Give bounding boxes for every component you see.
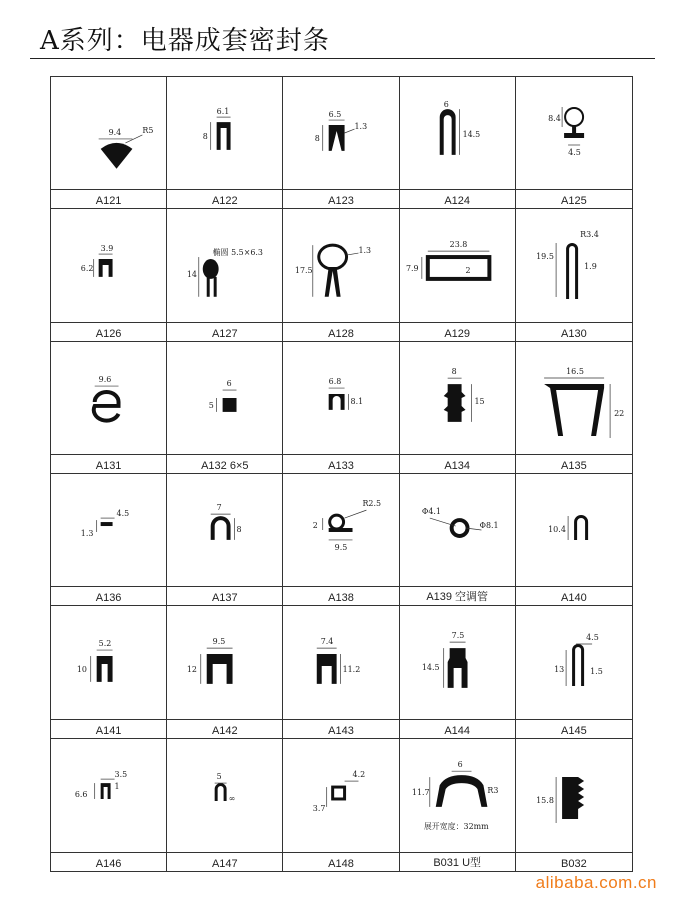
part-code-label: A142 — [211, 724, 238, 737]
part-code-label: A133 — [328, 459, 354, 472]
part-profile-drawing — [400, 474, 515, 586]
part-profile-drawing — [400, 739, 515, 851]
part-cell — [400, 209, 516, 341]
part-cell — [51, 209, 167, 341]
part-profile-drawing — [400, 342, 515, 454]
part-cell — [167, 209, 283, 341]
dimension-label: R5 — [142, 126, 154, 135]
dimension-label: 7.9 — [405, 264, 419, 274]
part-profile-drawing — [400, 606, 515, 718]
part-cell — [51, 739, 167, 871]
part-profile-drawing — [516, 606, 632, 718]
dimension-label: R2.5 — [362, 499, 382, 509]
label-divider — [400, 322, 515, 323]
dimension-label: 11.2 — [342, 665, 361, 675]
dimension-label: 3.5 — [114, 769, 128, 779]
part-cell — [283, 739, 399, 871]
label-divider — [51, 719, 166, 720]
dimension-label: 11.7 — [411, 787, 430, 797]
part-cell — [516, 342, 632, 474]
label-divider — [516, 322, 632, 323]
part-code-label: B032 — [561, 857, 587, 870]
part-profile-drawing — [283, 474, 398, 586]
part-code-label: A137 — [211, 592, 238, 605]
part-cell — [283, 606, 399, 738]
dimension-label: 1.3 — [358, 246, 372, 256]
dimension-label: 10 — [76, 665, 87, 675]
dimension-label: R3 — [486, 785, 499, 795]
page-title: A系列：电器成套密封条 — [40, 26, 330, 56]
title-divider — [30, 58, 655, 59]
dimension-label: 14.5 — [421, 663, 440, 673]
dimension-label: 1.9 — [583, 262, 597, 272]
part-cell — [51, 606, 167, 738]
label-divider — [516, 852, 632, 853]
label-divider — [51, 586, 166, 587]
part-profile-drawing — [51, 77, 166, 189]
part-cell — [516, 606, 632, 738]
label-divider — [516, 586, 632, 587]
dimension-label: 9.5 — [212, 637, 226, 647]
part-cell — [283, 474, 399, 606]
dimension-label: 8 — [202, 131, 209, 141]
part-profile-drawing — [167, 342, 282, 454]
dimension-label: 1.5 — [589, 667, 603, 677]
label-divider — [167, 586, 282, 587]
label-divider — [283, 719, 398, 720]
dimension-label: 17.5 — [295, 266, 313, 276]
dimension-label: 椭圆 5.5×6.3 — [212, 248, 264, 258]
label-divider — [400, 189, 515, 190]
label-divider — [51, 189, 166, 190]
label-divider — [167, 719, 282, 720]
dimension-label: 10.4 — [547, 524, 566, 534]
part-code-label: A125 — [561, 195, 587, 208]
part-code-label: A129 — [444, 327, 471, 340]
dimension-label: 2 — [465, 266, 471, 276]
dimension-label: 15.8 — [535, 795, 554, 805]
label-divider — [283, 454, 398, 455]
part-code-label: A128 — [328, 327, 354, 340]
part-profile-drawing — [167, 77, 282, 189]
label-divider — [167, 852, 282, 853]
dimension-label: 23.8 — [449, 240, 467, 250]
part-cell — [400, 77, 516, 209]
dimension-label: 4.5 — [585, 633, 599, 643]
part-profile-drawing — [167, 209, 282, 321]
part-profile-drawing — [283, 739, 398, 851]
part-profile-drawing — [516, 474, 632, 586]
part-code-label: A135 — [561, 459, 587, 472]
part-code-label: A126 — [95, 327, 122, 340]
dimension-label: 6 — [226, 378, 232, 388]
dimension-label: 9.5 — [335, 542, 348, 552]
part-cell — [400, 739, 516, 871]
part-profile-drawing — [516, 342, 632, 454]
part-code-label: A131 — [95, 459, 122, 472]
label-divider — [516, 719, 632, 720]
part-code-label: A132 6×5 — [201, 459, 249, 472]
dimension-label: 4.2 — [352, 769, 366, 779]
part-code-label: A130 — [561, 327, 587, 340]
label-divider — [51, 454, 166, 455]
dimension-label: 7 — [216, 503, 222, 513]
part-profile-drawing — [516, 209, 632, 321]
dimension-label: 8.4 — [547, 114, 561, 123]
dimension-label: 7.4 — [321, 637, 334, 647]
part-cell — [400, 342, 516, 474]
part-profile-drawing — [516, 77, 632, 189]
part-code-label: A124 — [444, 195, 471, 208]
dimension-label: 13 — [553, 665, 565, 675]
label-divider — [167, 322, 282, 323]
dimension-label: 6 — [457, 759, 463, 769]
part-profile-drawing — [283, 209, 398, 321]
part-code-label: A123 — [328, 195, 354, 208]
part-code-label: A136 — [95, 592, 122, 605]
part-note: 展开宽度：32mm — [423, 821, 489, 831]
label-divider — [283, 852, 398, 853]
label-divider — [400, 586, 515, 587]
part-cell — [516, 77, 632, 209]
dimension-label: 14 — [187, 270, 198, 280]
dimension-label: 3.7 — [313, 803, 326, 813]
part-code-label: A139 空调管 — [426, 591, 489, 604]
dimension-label: 22 — [613, 408, 625, 418]
part-code-label: A121 — [95, 195, 122, 208]
dimension-label: 5 — [216, 771, 222, 781]
part-profile-drawing — [516, 739, 632, 851]
part-code-label: A134 — [444, 459, 471, 472]
dimension-label: 4.5 — [116, 509, 130, 519]
dimension-label: Φ4.1 — [421, 507, 441, 517]
part-profile-drawing — [167, 739, 282, 851]
label-divider — [516, 189, 632, 190]
part-code-label: A148 — [328, 857, 354, 870]
dimension-label: Φ8.1 — [479, 520, 499, 530]
part-cell — [516, 739, 632, 871]
part-profile-drawing — [400, 77, 515, 189]
part-cell — [400, 606, 516, 738]
part-cell — [400, 474, 516, 606]
dimension-label: 7.5 — [451, 631, 464, 641]
part-profile-drawing — [51, 606, 166, 718]
dimension-label: 2 — [313, 520, 319, 530]
dimension-label: 15 — [474, 396, 485, 406]
label-divider — [283, 322, 398, 323]
part-cell — [516, 474, 632, 606]
dimension-label: 9.6 — [98, 374, 112, 384]
dimension-label: 8.1 — [350, 396, 364, 406]
dimension-label: 6.5 — [329, 110, 342, 120]
label-divider — [167, 189, 282, 190]
part-code-label: A145 — [561, 724, 587, 737]
part-code-label: A144 — [444, 724, 471, 737]
part-profile-drawing — [51, 209, 166, 321]
dimension-label: 6.6 — [74, 789, 88, 799]
dimension-label: ∞ — [228, 793, 236, 803]
part-profile-drawing — [167, 474, 282, 586]
part-code-label: A141 — [95, 724, 122, 737]
label-divider — [51, 322, 166, 323]
label-divider — [400, 454, 515, 455]
dimension-label: 9.4 — [108, 127, 122, 137]
part-cell — [51, 77, 167, 209]
label-divider — [516, 454, 632, 455]
part-code-label: A122 — [211, 195, 238, 208]
part-cell — [167, 606, 283, 738]
dimension-label: 16.5 — [565, 366, 584, 376]
label-divider — [51, 852, 166, 853]
part-profile-drawing — [283, 606, 398, 718]
dimension-label: 8 — [236, 524, 242, 534]
part-cell — [167, 739, 283, 871]
part-code-label: A146 — [95, 857, 122, 870]
label-divider — [283, 189, 398, 190]
part-cell — [51, 342, 167, 474]
part-cell — [283, 342, 399, 474]
dimension-label: 5 — [208, 400, 214, 410]
label-divider — [167, 454, 282, 455]
part-profile-drawing — [51, 739, 166, 851]
dimension-label: 6.2 — [80, 264, 94, 274]
part-profile-drawing — [400, 209, 515, 321]
part-code-label: A127 — [211, 327, 238, 340]
dimension-label: 4.5 — [567, 148, 581, 157]
part-profile-drawing — [167, 606, 282, 718]
part-cell — [167, 474, 283, 606]
dimension-label: 12 — [187, 665, 198, 675]
part-cell — [516, 209, 632, 341]
part-cell — [51, 474, 167, 606]
dimension-label: 6.1 — [216, 107, 230, 117]
part-code-label: A140 — [561, 592, 587, 605]
label-divider — [400, 852, 515, 853]
parts-catalog-grid — [50, 76, 633, 872]
part-cell — [167, 342, 283, 474]
dimension-label: 1 — [114, 781, 120, 791]
part-profile-drawing — [51, 342, 166, 454]
dimension-label: 5.2 — [98, 639, 112, 649]
part-cell — [283, 77, 399, 209]
dimension-label: 8 — [451, 366, 457, 376]
label-divider — [400, 719, 515, 720]
dimension-label: 14.5 — [462, 129, 480, 139]
label-divider — [283, 586, 398, 587]
dimension-label: 19.5 — [535, 252, 554, 262]
dimension-label: 6.8 — [329, 376, 342, 386]
part-profile-drawing — [283, 342, 398, 454]
part-profile-drawing — [51, 474, 166, 586]
part-cell — [167, 77, 283, 209]
part-code-label: A138 — [328, 592, 354, 605]
part-code-label: B031 U型 — [433, 856, 482, 869]
dimension-label: 1.3 — [80, 528, 94, 538]
dimension-label: 8 — [315, 133, 321, 143]
part-cell — [283, 209, 399, 341]
dimension-label: 3.9 — [100, 244, 114, 254]
part-profile-drawing — [283, 77, 398, 189]
dimension-label: 6 — [443, 100, 449, 110]
dimension-label: 1.3 — [354, 122, 368, 132]
site-watermark: alibaba.com.cn — [535, 873, 657, 892]
part-code-label: A147 — [211, 857, 238, 870]
part-code-label: A143 — [328, 724, 354, 737]
dimension-label: R3.4 — [579, 230, 599, 240]
